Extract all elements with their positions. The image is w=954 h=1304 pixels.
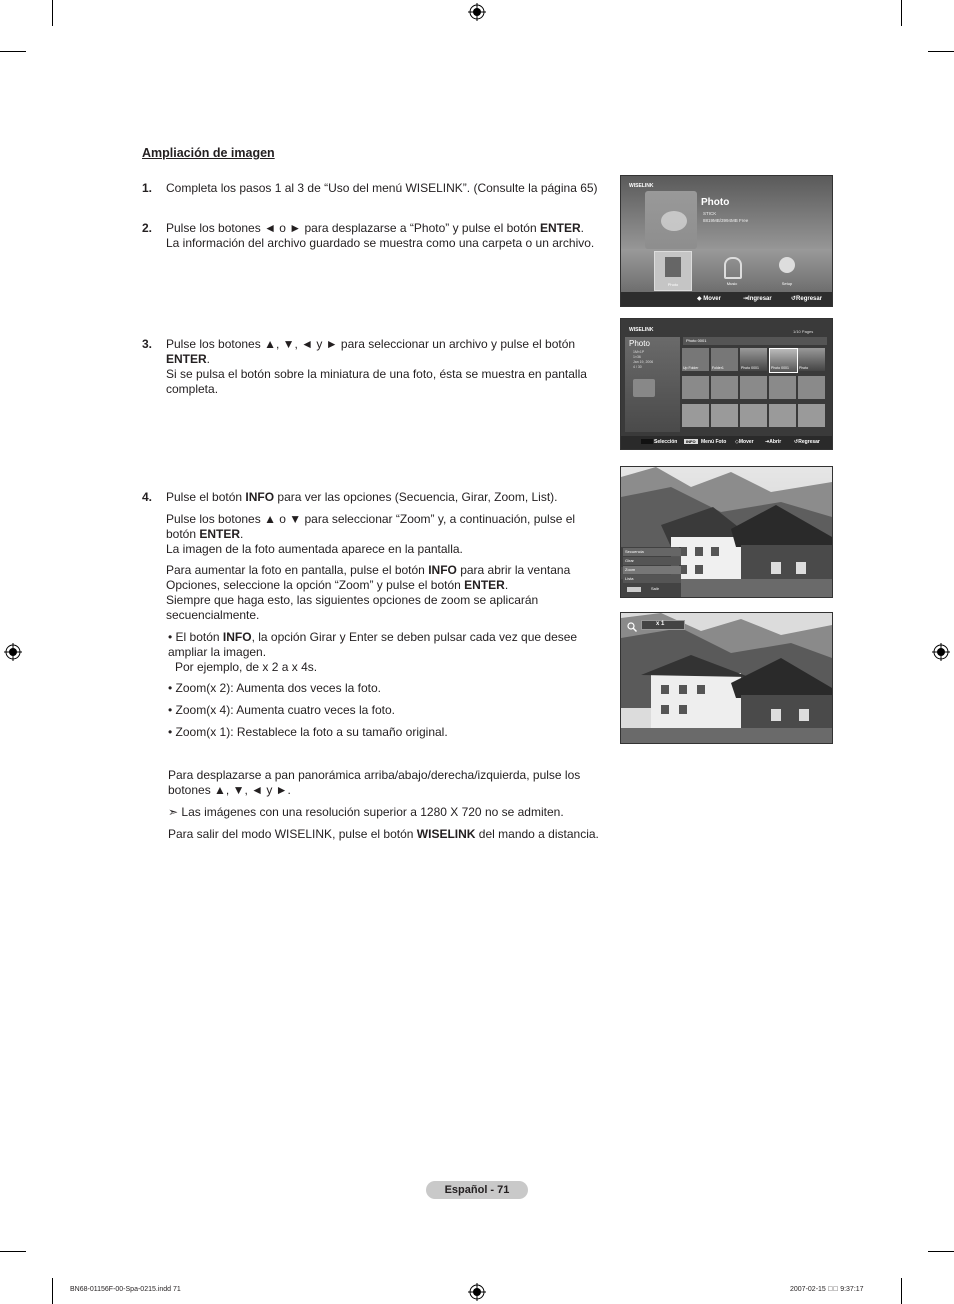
info-button-icon: INFO: [686, 439, 696, 444]
crop-mark: [52, 0, 53, 26]
step-number: 4.: [142, 490, 153, 504]
folder-name: Photo 0001: [686, 338, 707, 343]
text-run: Para salir del modo WISELINK, pulse el botón: [168, 827, 417, 841]
thumbnail-photo[interactable]: [798, 348, 825, 371]
text-run: Por ejemplo, de x 2 a x 4s.: [175, 660, 318, 674]
folder-path: [683, 337, 827, 345]
step-number: 3.: [142, 337, 153, 351]
footer-enter: ⇥Ingresar: [743, 296, 772, 302]
text-run: Mover: [738, 439, 754, 445]
camera-icon: [633, 379, 655, 397]
tab-label: Setup: [781, 281, 793, 286]
step-number: 1.: [142, 181, 153, 195]
file-slug: BN68-01156F-00-Spa-0215.indd 71: [70, 1286, 181, 1293]
bullet-zoom-2: • Zoom(x 2): Aumenta dos veces la foto.: [168, 681, 381, 695]
thumb-label: Photo 0001: [771, 366, 789, 370]
info-line: 4 / 30: [633, 365, 642, 369]
option-list[interactable]: Lista: [623, 575, 681, 583]
alpine-village-photo: [621, 613, 832, 743]
text-run: Pulse los botones ◄ o ► para desplazarse a “Photo” y pulse el botón: [166, 221, 540, 235]
text-run: .: [240, 527, 244, 541]
bullet-zoom-4: • Zoom(x 4): Aumenta cuatro veces la foto.: [168, 703, 395, 717]
footer-bar: [621, 292, 832, 306]
step-2-text: [166, 221, 606, 251]
photo-options-screenshot: [620, 466, 833, 598]
bold-run: ENTER: [199, 527, 241, 541]
tab-music[interactable]: [714, 253, 750, 289]
crop-mark: [928, 51, 954, 52]
bold-run: ENTER: [464, 578, 505, 592]
text-run: , la opción Girar y Enter se deben pulsar cada vez que desee ampliar la imagen.: [168, 630, 578, 659]
registration-mark-icon: [468, 1283, 486, 1301]
info-line: 1M×1P: [633, 350, 645, 354]
brand-logo: WISELINK: [629, 327, 654, 333]
text-run: para abrir la ventana Opciones, seleccione la opción “Zoom” y pulse el botón: [166, 563, 571, 592]
footer-open: ⇥Abrir: [765, 439, 782, 445]
text-run: Si se pulsa el botón sobre la miniatura de una foto, ésta se muestra en pantalla completa.: [166, 367, 587, 396]
pan-text: Para desplazarse a pan panorámica arriba/abajo/derecha/izquierda, pulse los botones ▲, ▼, ◄ y ►.: [168, 768, 581, 797]
crop-mark: [901, 1278, 902, 1304]
option-zoom[interactable]: Zoom: [623, 566, 681, 574]
thumb-label: Up Folder: [683, 366, 699, 370]
option-exit[interactable]: Salir: [651, 586, 660, 591]
step-3-text: [166, 337, 606, 397]
text-run: Pulse los botones ▲, ▼, ◄ y ► para seleccionar un archivo y pulse el botón: [166, 337, 576, 351]
text-run: Para aumentar la foto en pantalla, pulse el botón: [166, 563, 429, 577]
device-name: STICK: [703, 211, 717, 216]
gear-icon: [779, 257, 795, 273]
text-run: Las imágenes con una resolución superior a 1280 X 720 no se admiten.: [181, 805, 564, 819]
thumbnail-grid: [682, 348, 828, 430]
photo-icon: [665, 257, 681, 277]
color-button-icon: [641, 439, 653, 444]
thumbnail-photo[interactable]: [740, 348, 767, 371]
photo-browser-screenshot: [620, 318, 833, 450]
date-slug: 2007-02-15 ￿￿ 9:37:17: [790, 1286, 864, 1293]
footer-return: ↺Regresar: [791, 296, 823, 302]
zoom-level: x 1: [656, 621, 665, 627]
panel-heading: Photo: [629, 339, 650, 348]
step-4-para-2: [166, 512, 586, 557]
text-run: Pulse el botón: [166, 490, 246, 504]
footer-bar: [621, 436, 832, 449]
step-4-para-3: [166, 563, 586, 623]
info-line: Jan 19, 2006: [633, 360, 654, 364]
crop-mark: [928, 1251, 954, 1252]
tab-label: Music: [726, 281, 738, 286]
crop-mark: [0, 51, 26, 52]
text-run: Regresar: [798, 439, 820, 445]
wiselink-menu-screenshot: [620, 175, 833, 307]
text-run: La información del archivo guardado se muestra como una carpeta o un archivo.: [166, 236, 595, 250]
page-indicator: 1/10 Pages: [793, 329, 814, 334]
crop-mark: [901, 0, 902, 26]
bold-run: INFO: [222, 630, 252, 644]
exit-text: [168, 827, 608, 842]
thumbnail-folder[interactable]: [711, 348, 738, 371]
page-number-badge: Español - 71: [426, 1181, 528, 1199]
option-rotate[interactable]: Girar: [623, 557, 681, 565]
section-title: Ampliación de imagen: [142, 146, 275, 160]
brand-logo: WISELINK: [629, 183, 654, 189]
thumb-label: Photo 0001: [741, 366, 759, 370]
thumbnail-photo-selected[interactable]: [769, 348, 798, 373]
exit-button-icon: [627, 587, 641, 592]
note-arrow-icon: ➣: [168, 805, 179, 819]
magnifier-icon: [627, 619, 637, 629]
thumbnail-row[interactable]: [682, 376, 825, 399]
registration-mark-icon: [468, 3, 486, 21]
zoomed-photo-screenshot: [620, 612, 833, 744]
text-run: del mando a distancia.: [475, 827, 599, 841]
text-run: Pulse los botones ▲ o ▼ para seleccionar “Zoom” y, a continuación, pulse el botón: [166, 512, 576, 541]
text-run: Regresar: [796, 296, 823, 302]
footer-select: Selección: [654, 439, 678, 445]
option-sequence[interactable]: Secuencia: [623, 548, 681, 556]
bold-run: WISELINK: [416, 827, 476, 841]
step-1-text: Completa los pasos 1 al 3 de “Uso del menú WISELINK”. (Consulte la página 65): [166, 181, 598, 195]
text-run: Siempre que haga esto, las siguientes opciones de zoom se aplicarán secuencialmente.: [166, 593, 539, 622]
registration-mark-icon: [4, 643, 22, 661]
camera-icon: [661, 211, 687, 231]
info-panel: [625, 337, 680, 432]
tab-label: Photo: [667, 282, 679, 287]
footer-return: ↺Regresar: [794, 439, 820, 445]
bold-run: INFO: [245, 490, 275, 504]
tab-photo[interactable]: [654, 251, 692, 291]
headphones-icon: [724, 257, 742, 279]
info-line: 1×36: [633, 355, 641, 359]
thumb-label: Folder1: [712, 366, 724, 370]
text-run: • El botón: [168, 630, 223, 644]
step-number: 2.: [142, 221, 153, 235]
thumbnail-up-folder[interactable]: [682, 348, 709, 371]
file-info: [633, 350, 653, 370]
bold-run: ENTER: [539, 221, 581, 235]
crop-mark: [52, 1278, 53, 1304]
step-4-text: [166, 490, 606, 505]
options-menu: [621, 547, 681, 597]
text-run: .: [206, 352, 211, 366]
text-run: Abrir: [769, 439, 782, 445]
magnifier-glyph: [627, 622, 637, 632]
photo-heading: Photo: [701, 197, 730, 208]
footer-menu: Menú Foto: [701, 439, 727, 445]
text-run: .: [504, 578, 509, 592]
text-run: para ver las opciones (Secuencia, Girar, Zoom, List).: [274, 490, 558, 504]
bullet-info: [168, 630, 588, 675]
thumbnail-row[interactable]: [682, 404, 825, 427]
note-text: [168, 805, 598, 820]
free-space: 8819MB/3994MB Free: [703, 218, 749, 223]
footer-move: ◇Mover: [735, 439, 754, 445]
crop-mark: [0, 1251, 26, 1252]
bullet-zoom-1: • Zoom(x 1): Restablece la foto a su tamaño original.: [168, 725, 448, 739]
footer-move: ◆ Mover: [697, 296, 721, 302]
bold-run: ENTER: [166, 352, 207, 366]
bold-run: INFO: [428, 563, 457, 577]
text-run: Ingresar: [748, 296, 772, 302]
thumb-label: Photo: [799, 366, 809, 370]
registration-mark-icon: [932, 643, 950, 661]
text-run: La imagen de la foto aumentada aparece en la pantalla.: [166, 542, 463, 556]
text-run: .: [580, 221, 584, 235]
tab-setup[interactable]: [769, 253, 805, 289]
zoom-indicator: [641, 620, 685, 630]
